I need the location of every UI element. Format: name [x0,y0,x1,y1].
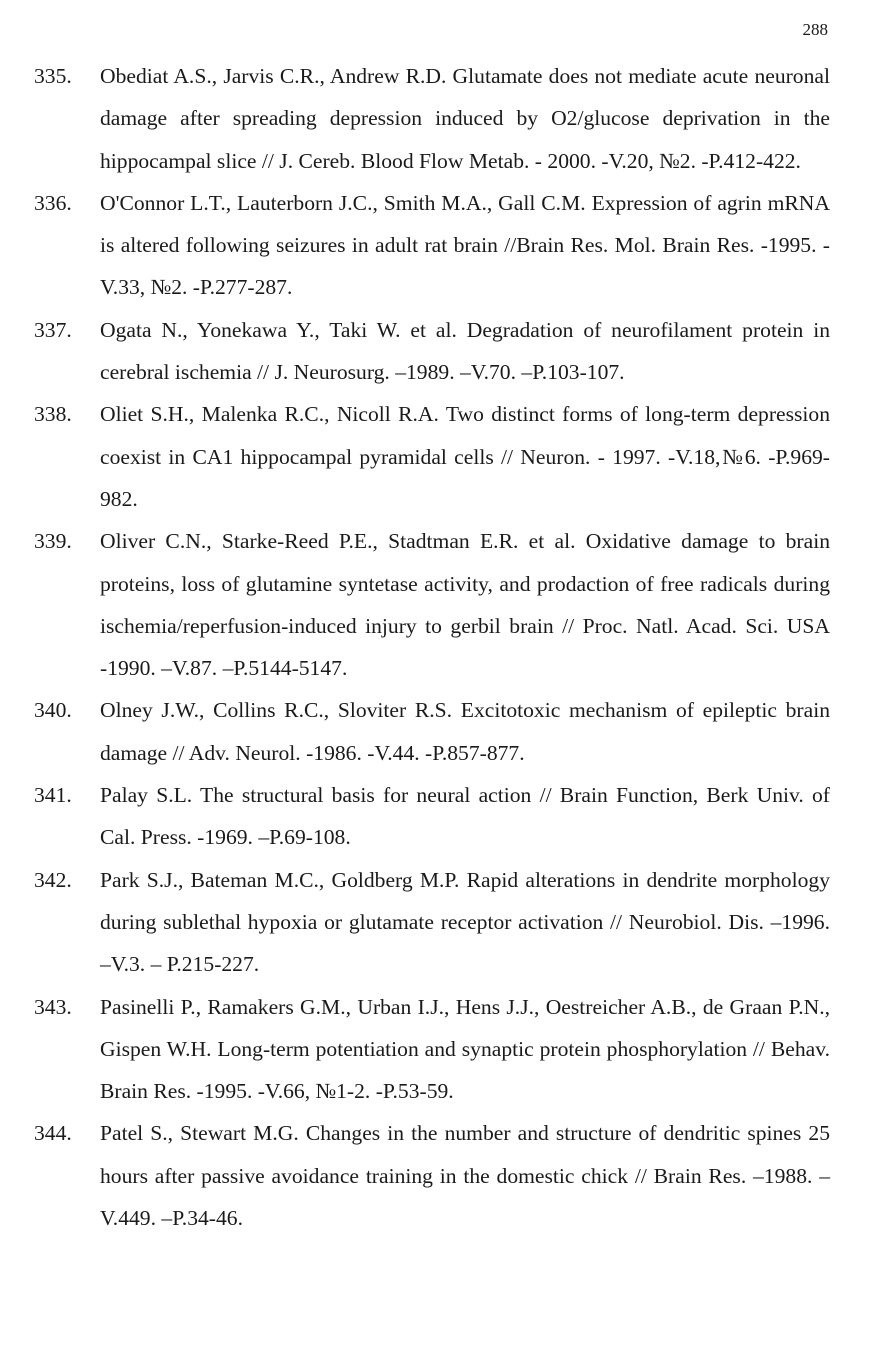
reference-number: 344. [34,1121,72,1146]
reference-text: Palay S.L. The structural basis for neural action // Brain Function, Berk Univ. of Cal. Press. -1969. –P.69-108. [100,783,830,850]
reference-number: 341. [34,783,72,808]
reference-text: Obediat A.S., Jarvis C.R., Andrew R.D. Glutamate does not mediate acute neuronal damage after spreading depression induced by O2/glucose deprivation in the hippocampal slice // J. Cereb. Blood Flow Metab. - 2000. -V.20, №2. -P.412-422. [100,64,830,173]
reference-item [34,182,830,309]
reference-item [34,520,830,689]
reference-number: 339. [34,529,72,554]
reference-item [34,309,830,394]
reference-item [34,55,830,182]
reference-item [34,859,830,986]
page-number: 288 [802,20,828,39]
reference-text: Pasinelli P., Ramakers G.M., Urban I.J., Hens J.J., Oestreicher A.B., de Graan P.N., Gispen W.H. Long-term potentiation and synaptic protein phosphorylation // Behav. Brain Res. -1995. -V.66, №1-2. -P.53-59. [100,994,830,1104]
reference-item [34,1112,830,1239]
reference-text: Oliver C.N., Starke-Reed P.E., Stadtman E.R. et al. Oxidative damage to brain proteins, loss of glutamine syntetase activity, and prodaction of free radicals during ischemia/reperfusion-induced injury to gerbil brain // Proc. Natl. Acad. Sci. USA -1990. –V.87. –P.5144-5147. [100,529,830,681]
reference-list [34,55,830,1239]
reference-number: 340. [34,698,72,723]
reference-text: O'Connor L.T., Lauterborn J.C., Smith M.A., Gall C.M. Expression of agrin mRNA is altered following seizures in adult rat brain //Brain Res. Mol. Brain Res. -1995. -V.33, №2. -P.277-287. [100,190,830,300]
reference-text: Park S.J., Bateman M.C., Goldberg M.P. Rapid alterations in dendrite morphology during sublethal hypoxia or glutamate receptor activation // Neurobiol. Dis. –1996. –V.3. – P.215-227. [100,867,830,977]
reference-text: Ogata N., Yonekawa Y., Taki W. et al. Degradation of neurofilament protein in cerebral ischemia // J. Neurosurg. –1989. –V.70. –P.103-107. [100,317,830,385]
reference-text: Patel S., Stewart M.G. Changes in the number and structure of dendritic spines 25 hours after passive avoidance training in the domestic chick // Brain Res. –1988. –V.449. –P.34-46. [100,1121,830,1231]
reference-number: 338. [34,402,72,427]
reference-number: 335. [34,64,72,88]
reference-item [34,774,830,859]
reference-item [34,986,830,1113]
reference-number: 337. [34,317,72,342]
reference-text: Olney J.W., Collins R.C., Sloviter R.S. Excitotoxic mechanism of epileptic brain damage // Adv. Neurol. -1986. -V.44. -P.857-877. [100,698,830,765]
reference-text: Oliet S.H., Malenka R.C., Nicoll R.A. Two distinct forms of long-term depression coexist in CA1 hippocampal pyramidal cells // Neuron. - 1997. -V.18,№6. -P.969-982. [100,402,830,511]
reference-number: 343. [34,994,72,1019]
reference-item [34,689,830,774]
reference-number: 336. [34,190,72,215]
reference-item [34,393,830,520]
reference-number: 342. [34,867,72,892]
